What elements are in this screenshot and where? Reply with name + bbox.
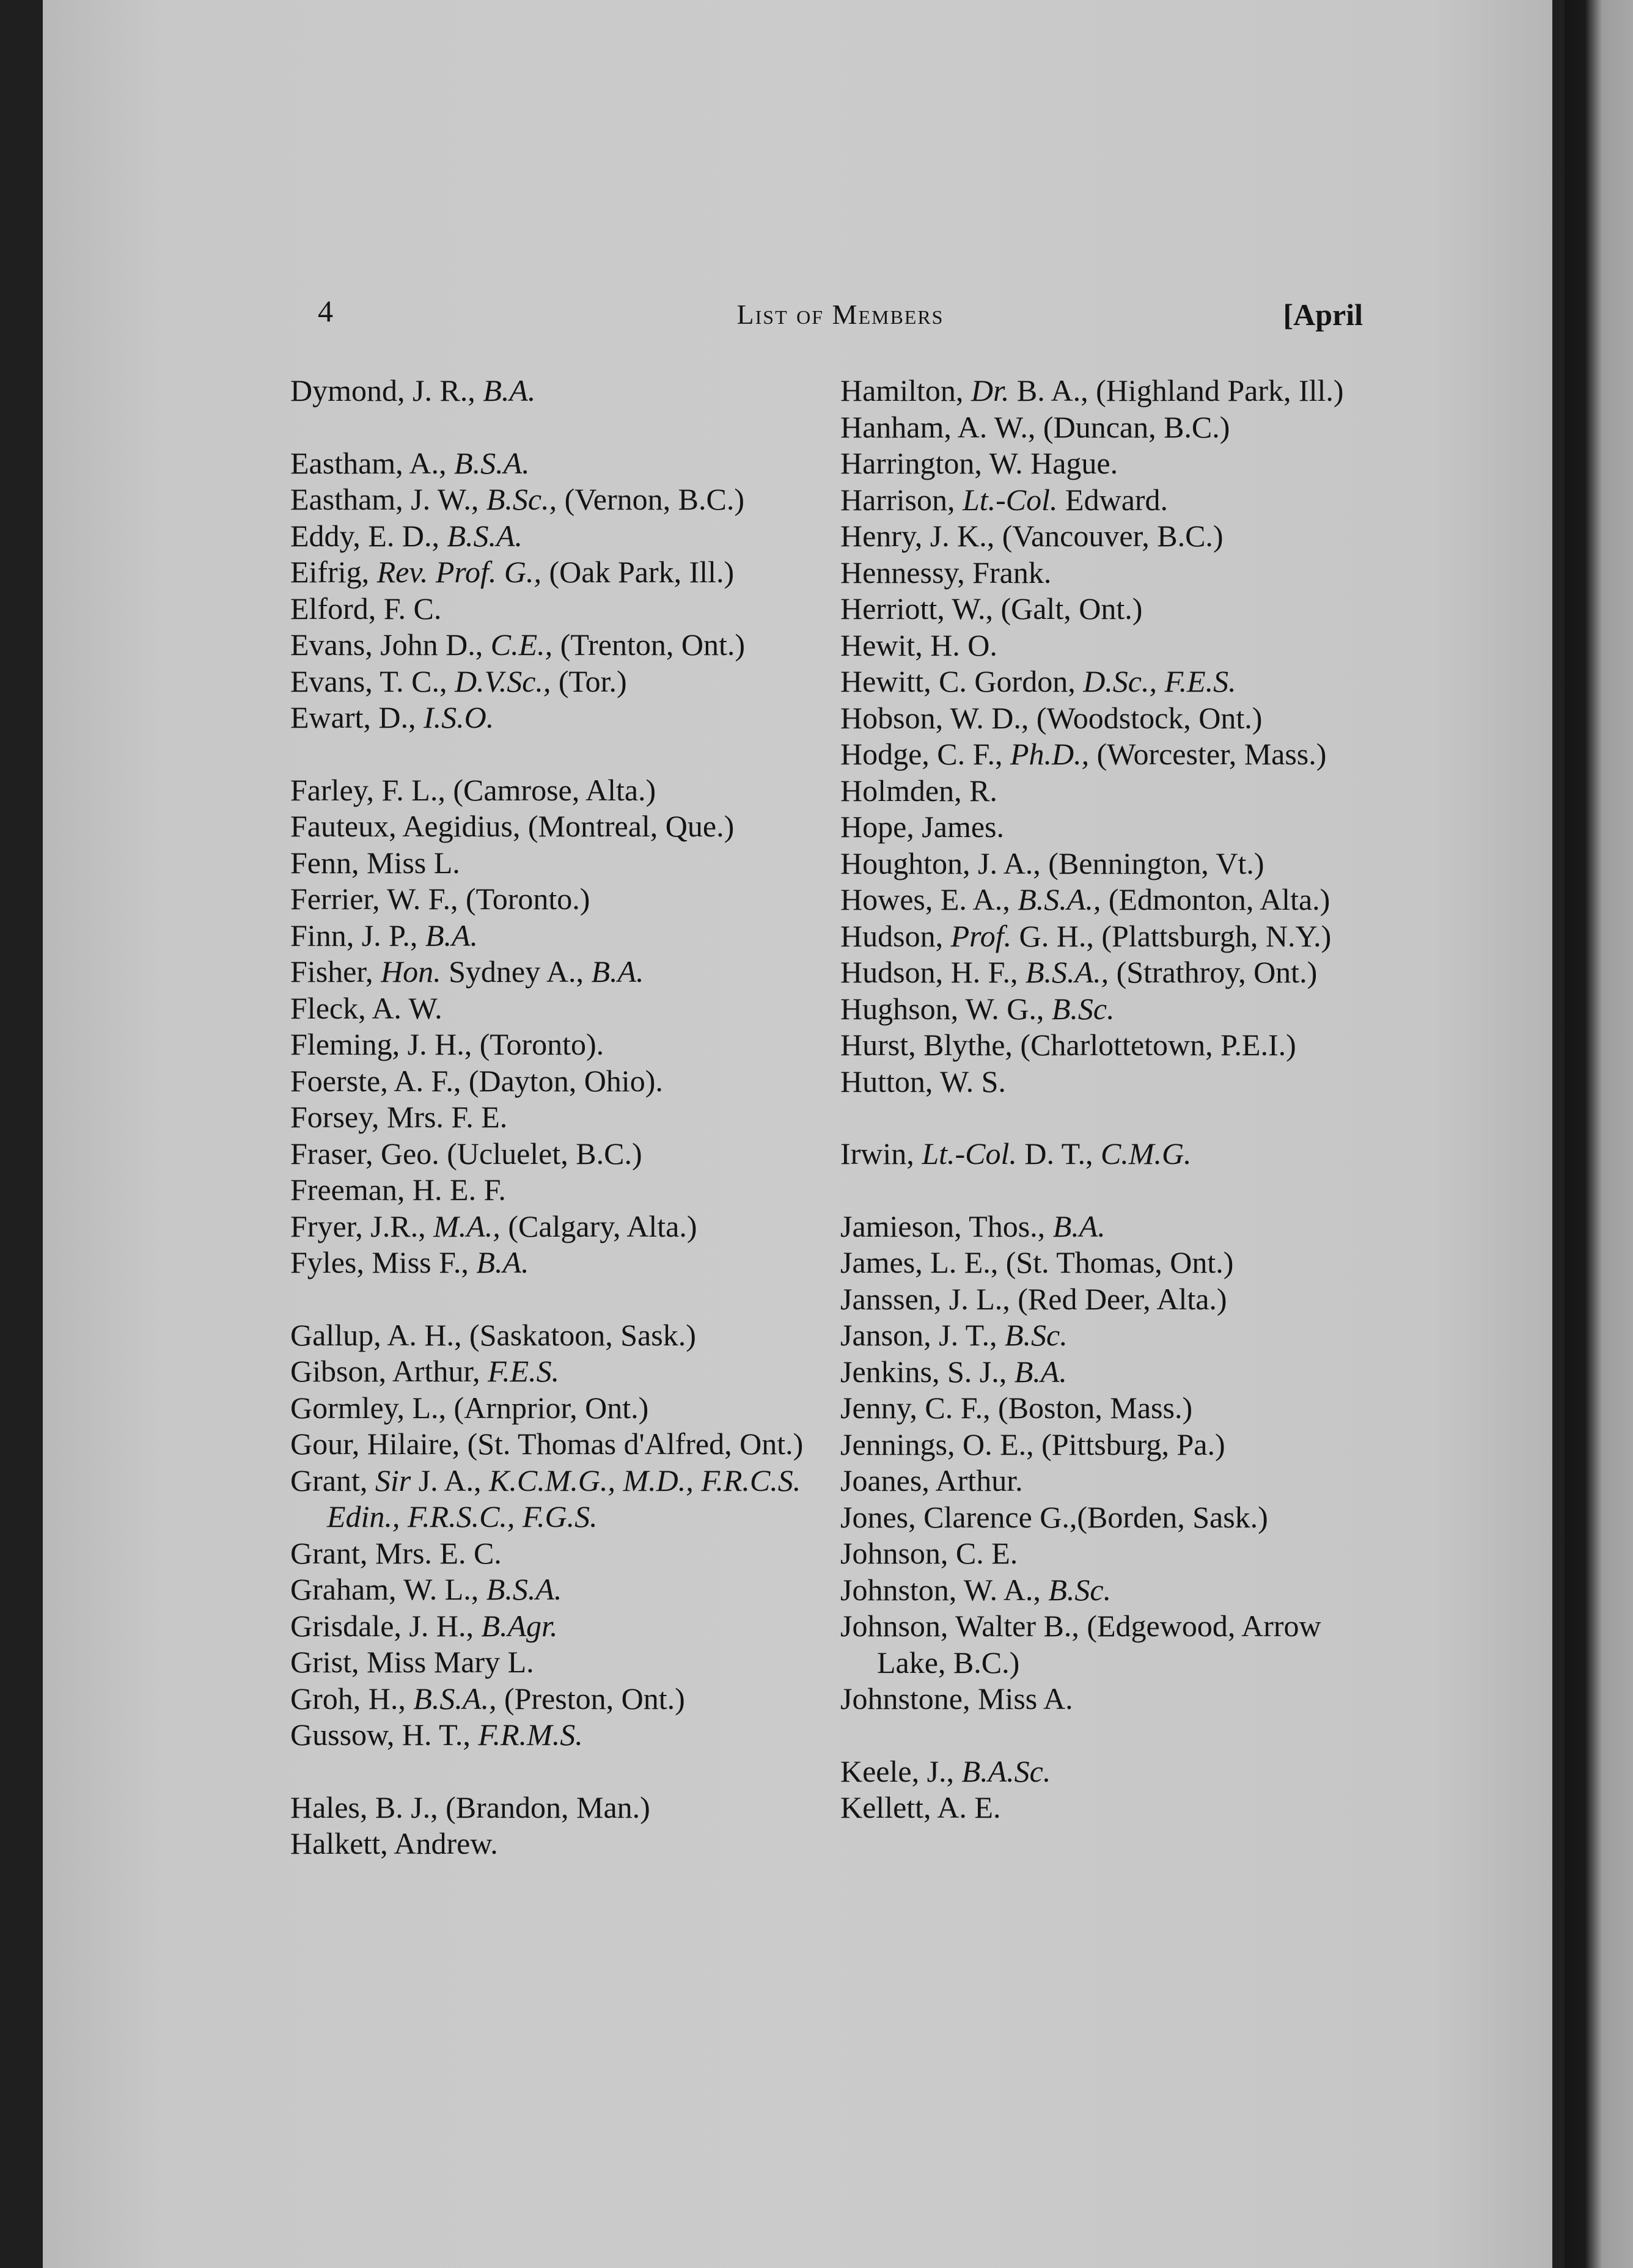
member-credential: I.S.O. xyxy=(424,700,494,734)
member-entry xyxy=(290,845,816,882)
member-entry xyxy=(290,445,816,482)
month-label: [April xyxy=(1283,298,1363,332)
member-text: Jenny, C. F., (Boston, Mass.) xyxy=(840,1391,1193,1425)
member-entry xyxy=(290,990,816,1027)
member-entry xyxy=(840,1499,1366,1536)
member-credential: Rev. Prof. G., xyxy=(376,555,542,589)
member-entry xyxy=(290,1353,816,1390)
member-text: (Calgary, Alta.) xyxy=(500,1209,697,1243)
member-entry xyxy=(840,1390,1366,1427)
member-text: Groh, H., xyxy=(290,1681,414,1716)
member-credential: Hon. xyxy=(381,954,441,989)
member-entry xyxy=(840,1354,1366,1391)
member-text: D. T., xyxy=(1016,1136,1101,1171)
member-text: Fyles, Miss F., xyxy=(290,1245,477,1279)
member-text: Johnson, Walter B., (Edgewood, Arrow Lake, B.C.) xyxy=(840,1609,1329,1680)
member-text: Grant, Mrs. E. C. xyxy=(290,1535,502,1570)
member-text: Kellett, A. E. xyxy=(840,1790,1001,1824)
member-entry xyxy=(840,664,1366,700)
member-entry xyxy=(840,627,1366,664)
member-text: Hutton, W. S. xyxy=(840,1064,1006,1099)
section-gap xyxy=(290,1281,816,1317)
member-entry xyxy=(290,772,816,809)
member-text: Forsey, Mrs. F. E. xyxy=(290,1100,508,1134)
member-entry xyxy=(290,1063,816,1100)
member-entry xyxy=(840,1317,1366,1354)
member-entry xyxy=(840,846,1366,882)
member-text: Fryer, J.R., xyxy=(290,1209,434,1243)
member-entry xyxy=(840,1754,1366,1790)
member-entry xyxy=(840,1209,1366,1245)
member-text: Gormley, L., (Arnprior, Ont.) xyxy=(290,1390,649,1425)
member-credential: B.A. xyxy=(1014,1354,1067,1389)
member-text: Janson, J. T., xyxy=(840,1318,1005,1352)
member-entry xyxy=(290,1790,816,1826)
member-text: (Strathroy, Ont.) xyxy=(1109,955,1318,989)
member-entry xyxy=(840,445,1366,482)
member-entry xyxy=(840,954,1366,991)
member-text: Jamieson, Thos., xyxy=(840,1209,1053,1243)
member-text: Fleck, A. W. xyxy=(290,990,442,1025)
member-entry xyxy=(840,1608,1366,1681)
member-text: Eastham, A., xyxy=(290,445,455,480)
member-text: Sydney A., xyxy=(441,954,592,989)
member-entry xyxy=(290,518,816,555)
member-text: Hewit, H. O. xyxy=(840,627,997,662)
member-text: Janssen, J. L., (Red Deer, Alta.) xyxy=(840,1281,1227,1316)
member-credential: Lt.-Col. xyxy=(962,482,1058,517)
member-entry xyxy=(840,1245,1366,1281)
member-text: Hudson, H. F., xyxy=(840,955,1026,989)
member-entry xyxy=(290,554,816,591)
member-credential: B.A. xyxy=(591,954,644,989)
member-entry xyxy=(290,1463,816,1535)
member-entry xyxy=(840,773,1366,810)
member-text: Fauteux, Aegidius, (Montreal, Que.) xyxy=(290,809,735,843)
member-text: Farley, F. L., (Camrose, Alta.) xyxy=(290,772,656,807)
member-entry xyxy=(290,1826,816,1862)
member-entry xyxy=(840,991,1366,1028)
member-text: Graham, W. L., xyxy=(290,1572,486,1606)
member-entry xyxy=(840,736,1366,773)
member-text: Eifrig, xyxy=(290,555,377,589)
adjacent-page-edge xyxy=(1565,0,1633,2268)
member-text: Johnston, W. A., xyxy=(840,1572,1049,1607)
member-entry xyxy=(290,627,816,664)
member-text: (Vernon, B.C.) xyxy=(557,482,744,516)
member-text: Howes, E. A., xyxy=(840,882,1018,916)
member-entry xyxy=(290,591,816,627)
member-text: James, L. E., (St. Thomas, Ont.) xyxy=(840,1245,1234,1279)
section-gap xyxy=(290,1754,816,1790)
member-text: J. A., xyxy=(411,1463,490,1498)
member-entry xyxy=(290,1245,816,1281)
member-credential: Lt.-Col. xyxy=(922,1136,1017,1171)
member-text: Hamilton, xyxy=(840,373,971,408)
member-text: Evans, T. C., xyxy=(290,664,455,698)
member-text: Herriott, W., (Galt, Ont.) xyxy=(840,591,1143,626)
member-text: Ferrier, W. F., (Toronto.) xyxy=(290,882,590,916)
member-entry xyxy=(840,555,1366,591)
member-entry xyxy=(840,1027,1366,1064)
member-text: Hewitt, C. Gordon, xyxy=(840,664,1084,698)
member-entry xyxy=(840,482,1366,519)
member-credential: D.Sc., F.E.S. xyxy=(1083,664,1236,698)
member-text: Evans, John D., xyxy=(290,627,491,662)
member-credential: Sir xyxy=(375,1463,411,1498)
member-credential: Prof. xyxy=(950,918,1012,953)
member-entry xyxy=(840,1681,1366,1717)
member-entry xyxy=(290,918,816,954)
member-entry xyxy=(290,700,816,736)
member-text: Harrington, W. Hague. xyxy=(840,446,1118,480)
member-entry xyxy=(840,518,1366,555)
member-entry xyxy=(290,1390,816,1427)
member-text: Finn, J. P., xyxy=(290,918,425,953)
member-entry xyxy=(290,1717,816,1754)
member-text: Hales, B. J., (Brandon, Man.) xyxy=(290,1790,650,1824)
member-text: Dymond, J. R., xyxy=(290,373,483,408)
member-entry xyxy=(840,409,1366,446)
member-text: Hobson, W. D., (Woodstock, Ont.) xyxy=(840,700,1263,735)
member-entry xyxy=(290,808,816,845)
member-text: Halkett, Andrew. xyxy=(290,1826,498,1860)
member-credential: B.Agr. xyxy=(481,1608,558,1643)
member-text: Fleming, J. H., (Toronto). xyxy=(290,1027,604,1061)
member-credential: B.S.A. xyxy=(486,1572,562,1606)
member-credential: B.S.A., xyxy=(1018,882,1101,916)
member-entry xyxy=(290,1426,816,1463)
member-entry xyxy=(290,481,816,518)
member-text: Edward. xyxy=(1057,482,1169,517)
member-text: Ewart, D., xyxy=(290,700,424,734)
member-text: G. H., (Plattsburgh, N.Y.) xyxy=(1011,918,1332,953)
member-text: Grant, xyxy=(290,1463,375,1498)
member-credential: K.C.M.G., M.D., F.R.C.S. Edin., F.R.S.C., F.G.S. xyxy=(327,1463,809,1534)
member-text: Grist, Miss Mary L. xyxy=(290,1645,534,1679)
member-entry xyxy=(840,1427,1366,1463)
member-entry xyxy=(290,1681,816,1717)
member-text: Grisdale, J. H., xyxy=(290,1608,482,1643)
member-text: Fraser, Geo. (Ucluelet, B.C.) xyxy=(290,1136,642,1171)
members-column-right xyxy=(840,373,1366,1826)
member-credential: B.S.A., xyxy=(413,1681,497,1716)
member-text: Joanes, Arthur. xyxy=(840,1463,1023,1498)
member-credential: Ph.D., xyxy=(1010,737,1090,771)
section-gap xyxy=(840,1717,1366,1754)
member-text: Fisher, xyxy=(290,954,381,989)
member-entry xyxy=(840,809,1366,846)
member-entry xyxy=(290,1571,816,1608)
member-credential: B.Sc. xyxy=(1051,991,1115,1026)
member-credential: B.S.A. xyxy=(454,445,530,480)
member-text: Harrison, xyxy=(840,482,963,517)
member-text: Eddy, E. D., xyxy=(290,518,447,553)
member-credential: B.Sc. xyxy=(1005,1318,1068,1352)
member-entry xyxy=(290,373,816,409)
member-credential: F.R.M.S. xyxy=(478,1717,583,1752)
member-entry xyxy=(840,1064,1366,1100)
member-credential: B.A. xyxy=(1052,1209,1106,1243)
member-text: Holmden, R. xyxy=(840,773,997,808)
member-credential: Dr. xyxy=(971,373,1010,408)
member-text: Hodge, C. F., xyxy=(840,737,1010,771)
member-credential: B.A.Sc. xyxy=(961,1754,1051,1788)
member-entry xyxy=(290,1317,816,1354)
member-text: Henry, J. K., (Vancouver, B.C.) xyxy=(840,519,1224,553)
member-entry xyxy=(290,1608,816,1645)
member-text: Johnstone, Miss A. xyxy=(840,1681,1073,1716)
member-text: Eastham, J. W., xyxy=(290,482,486,516)
member-entry xyxy=(840,1535,1366,1572)
member-credential: C.E., xyxy=(490,627,553,662)
section-gap xyxy=(840,1172,1366,1209)
member-text: Hennessy, Frank. xyxy=(840,555,1052,590)
member-credential: D.V.Sc., xyxy=(454,664,551,698)
member-entry xyxy=(290,881,816,918)
section-gap xyxy=(840,1100,1366,1136)
member-entry xyxy=(290,1136,816,1172)
member-text: Gibson, Arthur, xyxy=(290,1354,488,1388)
member-entry xyxy=(840,1281,1366,1318)
member-text: Houghton, J. A., (Bennington, Vt.) xyxy=(840,846,1264,880)
member-entry xyxy=(290,954,816,990)
member-entry xyxy=(290,1172,816,1209)
member-text: Keele, J., xyxy=(840,1754,962,1788)
member-credential: B.A. xyxy=(483,373,536,408)
members-column-left xyxy=(290,373,816,1862)
member-text: (Edmonton, Alta.) xyxy=(1101,882,1330,916)
member-text: Hurst, Blythe, (Charlottetown, P.E.I.) xyxy=(840,1028,1296,1062)
page-header xyxy=(318,293,1363,342)
member-credential: B.Sc. xyxy=(1048,1572,1112,1607)
member-entry xyxy=(840,918,1366,955)
member-text: Jennings, O. E., (Pittsburg, Pa.) xyxy=(840,1427,1225,1461)
member-entry xyxy=(290,1026,816,1063)
member-entry xyxy=(290,664,816,700)
member-text: Hanham, A. W., (Duncan, B.C.) xyxy=(840,409,1230,444)
member-entry xyxy=(840,700,1366,737)
member-text: (Oak Park, Ill.) xyxy=(541,555,735,589)
page-number: 4 xyxy=(318,294,333,328)
member-text: Gussow, H. T., xyxy=(290,1717,479,1752)
member-text: Fenn, Miss L. xyxy=(290,845,460,880)
member-entry xyxy=(840,1463,1366,1499)
member-text: Johnson, C. E. xyxy=(840,1536,1018,1570)
member-text: Irwin, xyxy=(840,1136,922,1171)
member-text: Gour, Hilaire, (St. Thomas d'Alfred, Ont.) xyxy=(290,1427,804,1461)
member-text: B. A., (Highland Park, Ill.) xyxy=(1009,373,1344,408)
member-text: Freeman, H. E. F. xyxy=(290,1172,506,1207)
member-credential: B.S.A., xyxy=(1025,955,1109,989)
member-credential: F.E.S. xyxy=(488,1354,560,1388)
member-text: Jenkins, S. J., xyxy=(840,1354,1015,1389)
member-text: (Tor.) xyxy=(551,664,627,698)
member-entry xyxy=(290,1099,816,1136)
section-gap xyxy=(290,736,816,772)
member-entry xyxy=(840,373,1366,409)
member-text: (Trenton, Ont.) xyxy=(552,627,745,662)
member-entry xyxy=(290,1535,816,1572)
member-credential: B.S.A. xyxy=(447,518,523,553)
running-title: List of Members xyxy=(736,299,944,330)
member-entry xyxy=(840,882,1366,918)
member-credential: B.Sc., xyxy=(486,482,557,516)
member-credential: M.A., xyxy=(433,1209,501,1243)
member-text: Hope, James. xyxy=(840,810,1004,844)
member-credential: B.A. xyxy=(476,1245,529,1279)
member-credential: C.M.G. xyxy=(1100,1136,1192,1171)
member-entry xyxy=(290,1644,816,1681)
member-entry xyxy=(840,1790,1366,1826)
member-text: Hughson, W. G., xyxy=(840,991,1052,1026)
member-credential: B.A. xyxy=(425,918,479,953)
member-entry xyxy=(840,591,1366,627)
section-gap xyxy=(290,409,816,445)
member-entry xyxy=(840,1136,1366,1172)
member-text: (Worcester, Mass.) xyxy=(1089,737,1327,771)
member-text: Gallup, A. H., (Saskatoon, Sask.) xyxy=(290,1317,696,1352)
member-entry xyxy=(840,1572,1366,1609)
member-text: Hudson, xyxy=(840,918,951,953)
member-text: Elford, F. C. xyxy=(290,591,442,626)
member-text: Jones, Clarence G.,(Borden, Sask.) xyxy=(840,1499,1268,1534)
member-text: (Preston, Ont.) xyxy=(496,1681,685,1716)
member-text: Foerste, A. F., (Dayton, Ohio). xyxy=(290,1063,663,1098)
member-entry xyxy=(290,1209,816,1245)
